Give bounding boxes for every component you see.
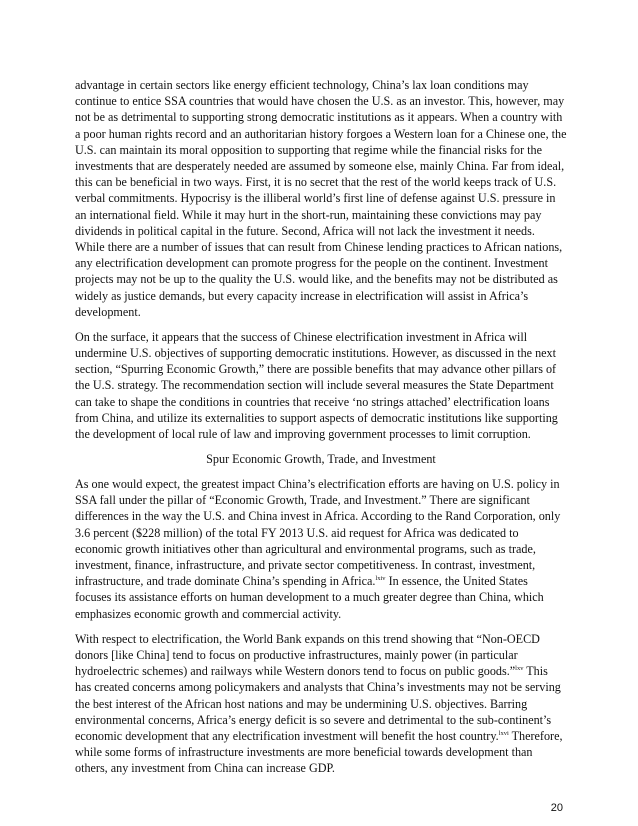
paragraph xyxy=(75,631,567,777)
paragraph-text: In essence, the United States focuses its assistance efforts on human development to a much greater degree than China, which emphasizes economic growth and commercial activity. xyxy=(75,574,544,621)
footnote-marker[interactable]: lxvi xyxy=(498,729,509,737)
paragraph-text: As one would expect, the greatest impact China’s electrification efforts are having on U.S. policy in SSA fall under the pillar of “Economic Growth, Trade, and Investment.” There are significant differences in the way the U.S. and China invest in Africa. According to the Rand Corporation, only 3.6 percent ($228 million) of the total FY 2013 U.S. aid request for Africa was dedicated to economic growth initiatives other than agricultural and environmental programs, such as trade, investment, finance, infrastructure, and private sector competitiveness. In contrast, investment, infrastructure, and trade dominate China’s spending in Africa. xyxy=(75,477,561,589)
paragraph-text: Therefore, while some forms of infrastructure investments are more beneficial towards development than others, any investment from China can increase GDP. xyxy=(75,728,563,776)
section-heading: Spur Economic Growth, Trade, and Investment xyxy=(206,452,436,467)
footnote-marker[interactable]: lxv xyxy=(515,665,524,673)
page-number: 20 xyxy=(550,802,563,814)
footnote-marker[interactable]: lxiv xyxy=(375,575,386,583)
paragraph xyxy=(75,77,567,320)
paragraph-text: advantage in certain sectors like energy efficient technology, China’s lax loan conditions may continue to entice SSA countries that would have chosen the U.S. as an investor. This, however, may not be as detrimental to supporting strong democratic institutions as it appears. When a country with a poor human rights record and an authoritarian history forgoes a Western loan for a Chinese one, the U.S. can maintain its moral opposition to supporting that regime while the financial risks for the investments that are desperately needed are assumed by someone else, mainly China. Far from ideal, this can be beneficial in two ways. First, it is no secret that the rest of the world keeps track of U.S. verbal commitments. Hypocrisy is the illiberal world’s first line of defense against U.S. pressure in an international field. While it may hurt in the short-run, maintaining these convictions may pay dividends in political capital in the future. Second, Africa will not lack the investment it needs. While there are a number of issues that can result from Chinese lending practices to African nations, any electrification development can promote progress for the people on the continent. Investment projects may not be up to the quality the U.S. would like, and the benefits may not be distributed as widely as justice demands, but every capacity increase in electrification will assist in Africa’s development. xyxy=(75,78,567,319)
document-body xyxy=(75,77,567,785)
paragraph xyxy=(75,329,567,442)
paragraph-text: With respect to electrification, the World Bank expands on this trend showing that “Non-OECD donors [like China] tend to focus on productive infrastructures, mainly power (in particular hydroelectric schemes) and railways while Western donors tend to focus on public goods.” xyxy=(75,631,540,679)
paragraph-text: On the surface, it appears that the success of Chinese electrification investment in Africa will undermine U.S. objectives of supporting democratic institutions. However, as discussed in the next section, “Spurring Economic Growth,” there are possible benefits that may advance other pillars of the U.S. strategy. The recommendation section will include several measures the State Department can take to shape the conditions in countries that receive ‘no strings attached’ electrification loans from China, and utilize its externalities to support aspects of democratic institutions like supporting the development of local rule of law and improving government processes to limit corruption. xyxy=(75,329,558,442)
paragraph xyxy=(75,476,567,622)
paragraph-text: This has created concerns among policymakers and analysts that China’s investments may not be serving the best interest of the African host nations and may be undermining U.S. objectives. Barring environmental concerns, Africa’s energy deficit is so severe and detrimental to the sub-continent’s economic development that any electrification investment will benefit the host country. xyxy=(75,664,561,743)
